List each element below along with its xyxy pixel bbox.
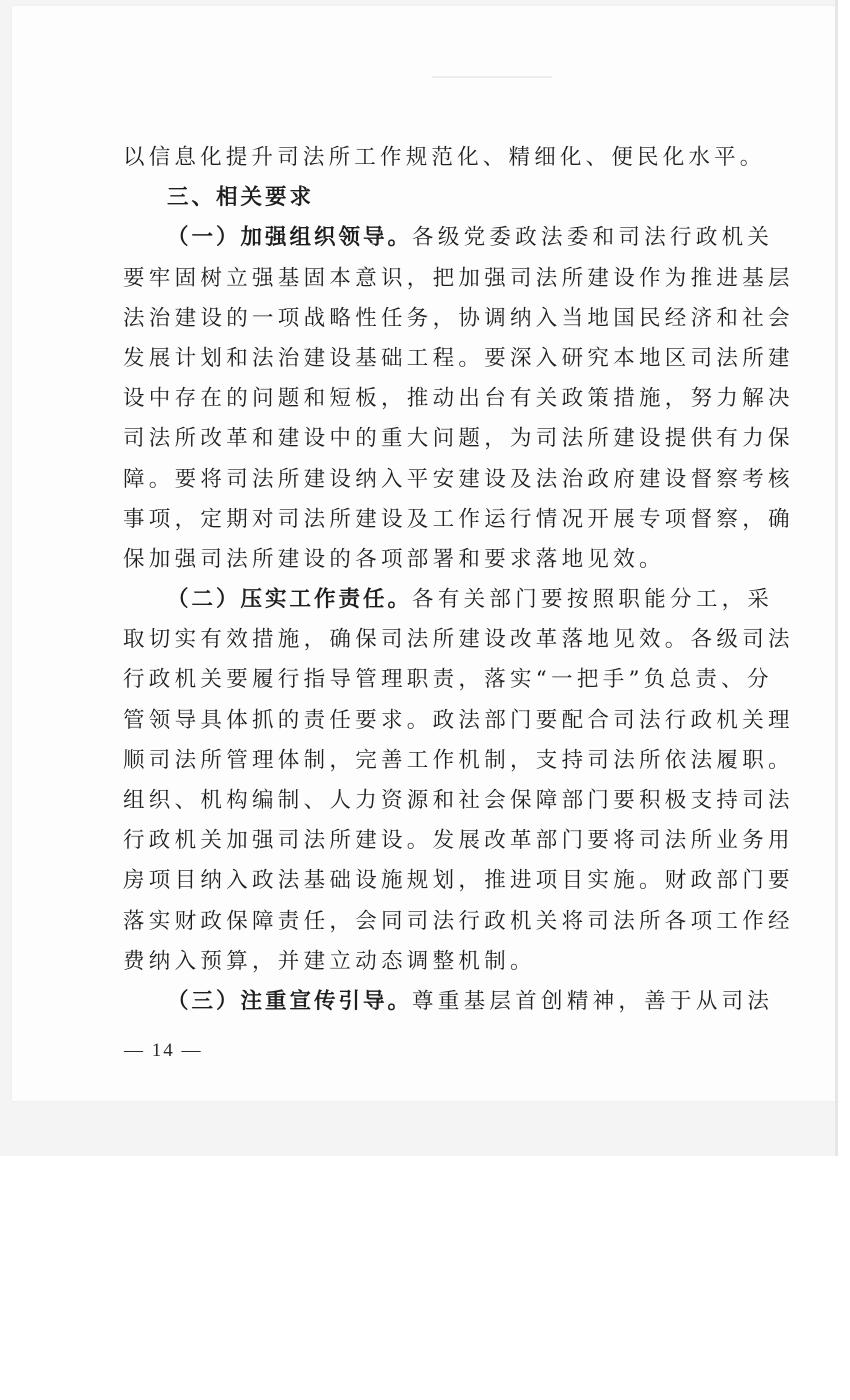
paragraph-2-line-4: 管领导具体抓的责任要求。政法部门要配合司法行政机关理 [123,707,794,733]
paragraph-1-line-3: 法治建设的一项战略性任务，协调纳入当地国民经济和社会 [123,305,794,331]
page-number: — 14 — [124,1040,203,1061]
paragraph-1-line-8: 事项，定期对司法所建设及工作运行情况开展专项督察，确 [123,506,794,532]
section-heading: 三、相关要求 [167,185,315,211]
paragraph-2-line-2: 取切实有效措施，确保司法所建设改革落地见效。各级司法 [123,627,794,653]
paragraph-2-label: （二）压实工作责任。 [167,587,413,613]
paragraph-2-line-8: 房项目纳入政法基础设施规划，推进项目实施。财政部门要 [123,868,794,894]
paragraph-2-line-5: 顺司法所管理体制，完善工作机制，支持司法所依法履职。 [123,747,794,773]
paragraph-2-line-3: 行政机关要履行指导管理职责，落实“一把手”负总责、分 [123,667,773,693]
paragraph-1-label: （一）加强组织领导。 [167,225,413,251]
opening-line: 以信息化提升司法所工作规范化、精细化、便民化水平。 [123,145,766,170]
paragraph-2-line-10: 费纳入预算，并建立动态调整机制。 [123,948,536,974]
paragraph-2-line-6: 组织、机构编制、人力资源和社会保障部门要积极支持司法 [123,788,794,813]
faint-header-mark [432,76,552,78]
paragraph-1-line-7: 障。要将司法所建设纳入平安建设及法治政府建设督察考核 [123,466,794,492]
paragraph-3-line-1: （三）注重宣传引导。尊重基层首创精神，善于从司法 [167,988,774,1014]
paragraph-1-line-1: （一）加强组织领导。各级党委政法委和司法行政机关 [167,225,774,251]
paragraph-1-line-4: 发展计划和法治建设基础工程。要深入研究本地区司法所建 [123,345,794,371]
paragraph-1-line-9: 保加强司法所建设的各项部署和要求落地见效。 [123,546,665,572]
paragraph-3-label: （三）注重宣传引导。 [167,988,413,1014]
paragraph-1-line-2: 要牢固树立强基固本意识，把加强司法所建设作为推进基层 [123,265,794,291]
document-body [123,138,794,1022]
paragraph-2-line-1: （二）压实工作责任。各有关部门要按照职能分工，采 [167,587,774,613]
paragraph-1-line-6: 司法所改革和建设中的重大问题，为司法所建设提供有力保 [123,426,794,452]
paragraph-2-line-9: 落实财政保障责任，会同司法行政机关将司法所各项工作经 [123,908,794,934]
paragraph-2-line-7: 行政机关加强司法所建设。发展改革部门要将司法所业务用 [123,828,794,854]
paragraph-1-line-5: 设中存在的问题和短板，推动出台有关政策措施，努力解决 [123,386,794,412]
